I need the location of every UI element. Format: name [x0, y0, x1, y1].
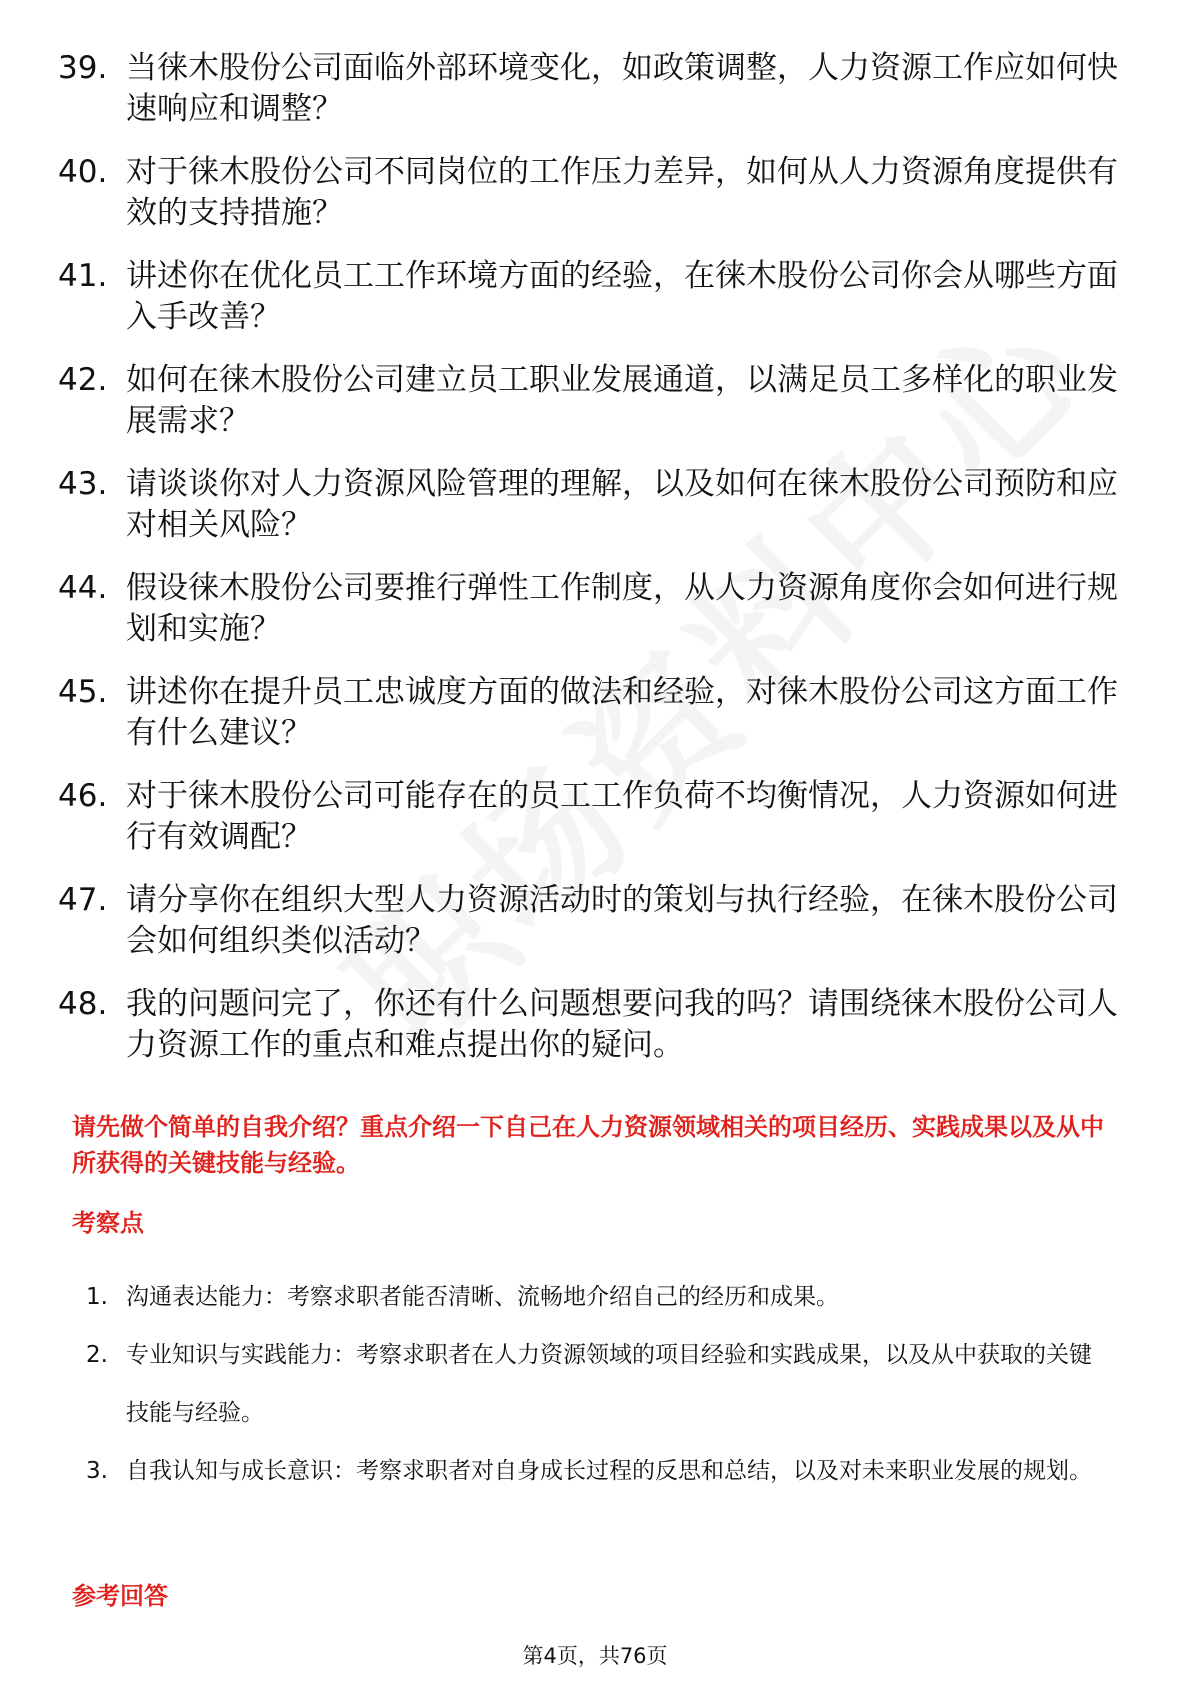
question-text: 请分享你在组织大型人力资源活动时的策划与执行经验，在徕木股份公司会如何组织类似活动？ — [126, 882, 1118, 959]
question-text: 如何在徕木股份公司建立员工职业发展通道，以满足员工多样化的职业发展需求？ — [126, 362, 1118, 439]
question-number: 48. — [58, 986, 108, 1022]
highlighted-question: 请先做个简单的自我介绍？重点介绍一下自己在人力资源领域相关的项目经历、实践成果以及从中所获得的关键技能与经验。 — [72, 1113, 1104, 1177]
question-text: 讲述你在提升员工忠诚度方面的做法和经验，对徕木股份公司这方面工作有什么建议？ — [126, 674, 1118, 751]
question-text: 请谈谈你对人力资源风险管理的理解，以及如何在徕木股份公司预防和应对相关风险？ — [126, 466, 1118, 543]
point-text: 专业知识与实践能力：考察求职者在人力资源领域的项目经验和实践成果，以及从中获取的关键技能与经验。 — [126, 1342, 1092, 1426]
question-list — [58, 48, 1118, 1088]
question-number: 44. — [58, 570, 108, 606]
point-number: 3. — [86, 1458, 108, 1484]
question-item — [58, 360, 1118, 442]
question-item — [58, 776, 1118, 858]
question-number: 43. — [58, 466, 108, 502]
question-item — [58, 48, 1118, 130]
question-text: 我的问题问完了，你还有什么问题想要问我的吗？请围绕徕木股份公司人力资源工作的重点和难点提出你的疑问。 — [126, 986, 1118, 1063]
question-number: 41. — [58, 258, 108, 294]
assessment-point — [86, 1442, 1106, 1500]
question-item — [58, 256, 1118, 338]
assessment-point — [86, 1326, 1106, 1442]
point-text: 沟通表达能力：考察求职者能否清晰、流畅地介绍自己的经历和成果。 — [126, 1284, 839, 1310]
question-item — [58, 984, 1118, 1066]
question-text: 讲述你在优化员工工作环境方面的经验，在徕木股份公司你会从哪些方面入手改善？ — [126, 258, 1118, 335]
question-text: 对于徕木股份公司可能存在的员工工作负荷不均衡情况，人力资源如何进行有效调配？ — [126, 778, 1118, 855]
question-number: 39. — [58, 50, 108, 86]
assessment-point — [86, 1268, 1106, 1326]
point-text: 自我认知与成长意识：考察求职者对自身成长过程的反思和总结，以及对未来职业发展的规划。 — [126, 1458, 1092, 1484]
question-number: 47. — [58, 882, 108, 918]
question-number: 42. — [58, 362, 108, 398]
question-number: 46. — [58, 778, 108, 814]
question-number: 40. — [58, 154, 108, 190]
section-heading-assessment-points: 考察点 — [72, 1209, 144, 1237]
question-item — [58, 880, 1118, 962]
question-text: 假设徕木股份公司要推行弹性工作制度，从人力资源角度你会如何进行规划和实施？ — [126, 570, 1118, 647]
page-footer: 第4页，共76页 — [522, 1644, 668, 1668]
question-number: 45. — [58, 674, 108, 710]
question-item — [58, 464, 1118, 546]
section-heading-reference-answer: 参考回答 — [72, 1582, 168, 1610]
question-text: 当徕木股份公司面临外部环境变化，如政策调整，人力资源工作应如何快速响应和调整？ — [126, 50, 1118, 127]
question-item — [58, 568, 1118, 650]
question-item — [58, 672, 1118, 754]
question-item — [58, 152, 1118, 234]
point-number: 2. — [86, 1342, 108, 1368]
assessment-point-list — [86, 1268, 1106, 1500]
point-number: 1. — [86, 1284, 108, 1310]
question-text: 对于徕木股份公司不同岗位的工作压力差异，如何从人力资源角度提供有效的支持措施？ — [126, 154, 1118, 231]
